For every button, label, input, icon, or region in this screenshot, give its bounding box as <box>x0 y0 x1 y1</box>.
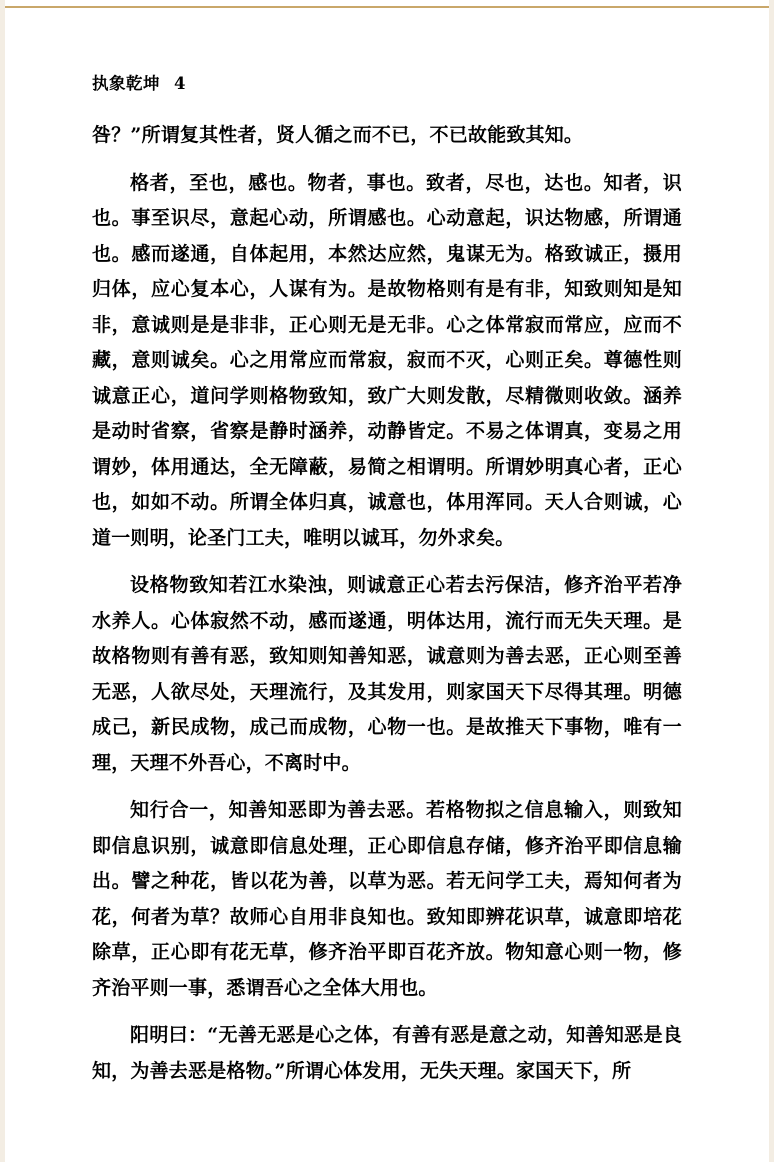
paragraph-4: 知行合一，知善知恶即为善去恶。若格物拟之信息输入，则致知即信息识别，诚意即信息处理，正心即信息存储，修齐治平即信息输出。譬之种花，皆以花为善，以草为恶。若无问学工夫，焉知何者为花，何者为草？故师心自用非良知也。致知即辨花识草，诚意即培花除草，正心即有花无草，修齐治平即百花齐放。物知意心则一物，修齐治平则一事，悉谓吾心之全体大用也。 <box>92 799 682 999</box>
paragraph-1: 咎？”所谓复其性者，贤人循之而不已，不已故能致其知。 <box>92 124 584 146</box>
page-number: 4 <box>174 74 186 93</box>
paragraph-5: 阳明曰：“无善无恶是心之体，有善有恶是意之动，知善知恶是良知，为善去恶是格物。”所谓心体发用，无失天理。家国天下，所 <box>92 1024 682 1082</box>
running-head <box>92 70 186 94</box>
running-head-title: 执象乾坤 <box>92 74 160 93</box>
paragraph-2: 格者，至也，感也。物者，事也。致者，尽也，达也。知者，识也。事至识尽，意起心动，所谓感也。心动意起，识达物感，所谓通也。感而遂通，自体起用，本然达应然，鬼谋无为。格致诚正，摄用归体，应心复本心，人谋有为。是故物格则有是有非，知致则知是知非，意诚则是是非非，正心则无是无非。心之体常寂而常应，应而不藏，意则诚矣。心之用常应而常寂，寂而不灭，心则正矣。尊德性则诚意正心，道问学则格物致知，致广大则发散，尽精微则收敛。涵养是动时省察，省察是静时涵养，动静皆定。不易之体谓真，变易之用谓妙，体用通达，全无障蔽，易简之相谓明。所谓妙明真心者，正心也，如如不动。所谓全体归真，诚意也，体用浑同。天人合则诚，心道一则明，论圣门工夫，唯明以诚耳，勿外求矣。 <box>92 171 682 549</box>
body-text <box>92 118 682 1089</box>
paragraph-3: 设格物致知若江水染浊，则诚意正心若去污保洁，修齐治平若净水养人。心体寂然不动，感而遂通，明体达用，流行而无失天理。是故格物则有善有恶，致知则知善知恶，诚意则为善去恶，正心则至善无恶，人欲尽处，天理流行，及其发用，则家国天下尽得其理。明德成己，新民成物，成己而成物，心物一也。是故推天下事物，唯有一理，天理不外吾心，不离时中。 <box>92 574 682 774</box>
